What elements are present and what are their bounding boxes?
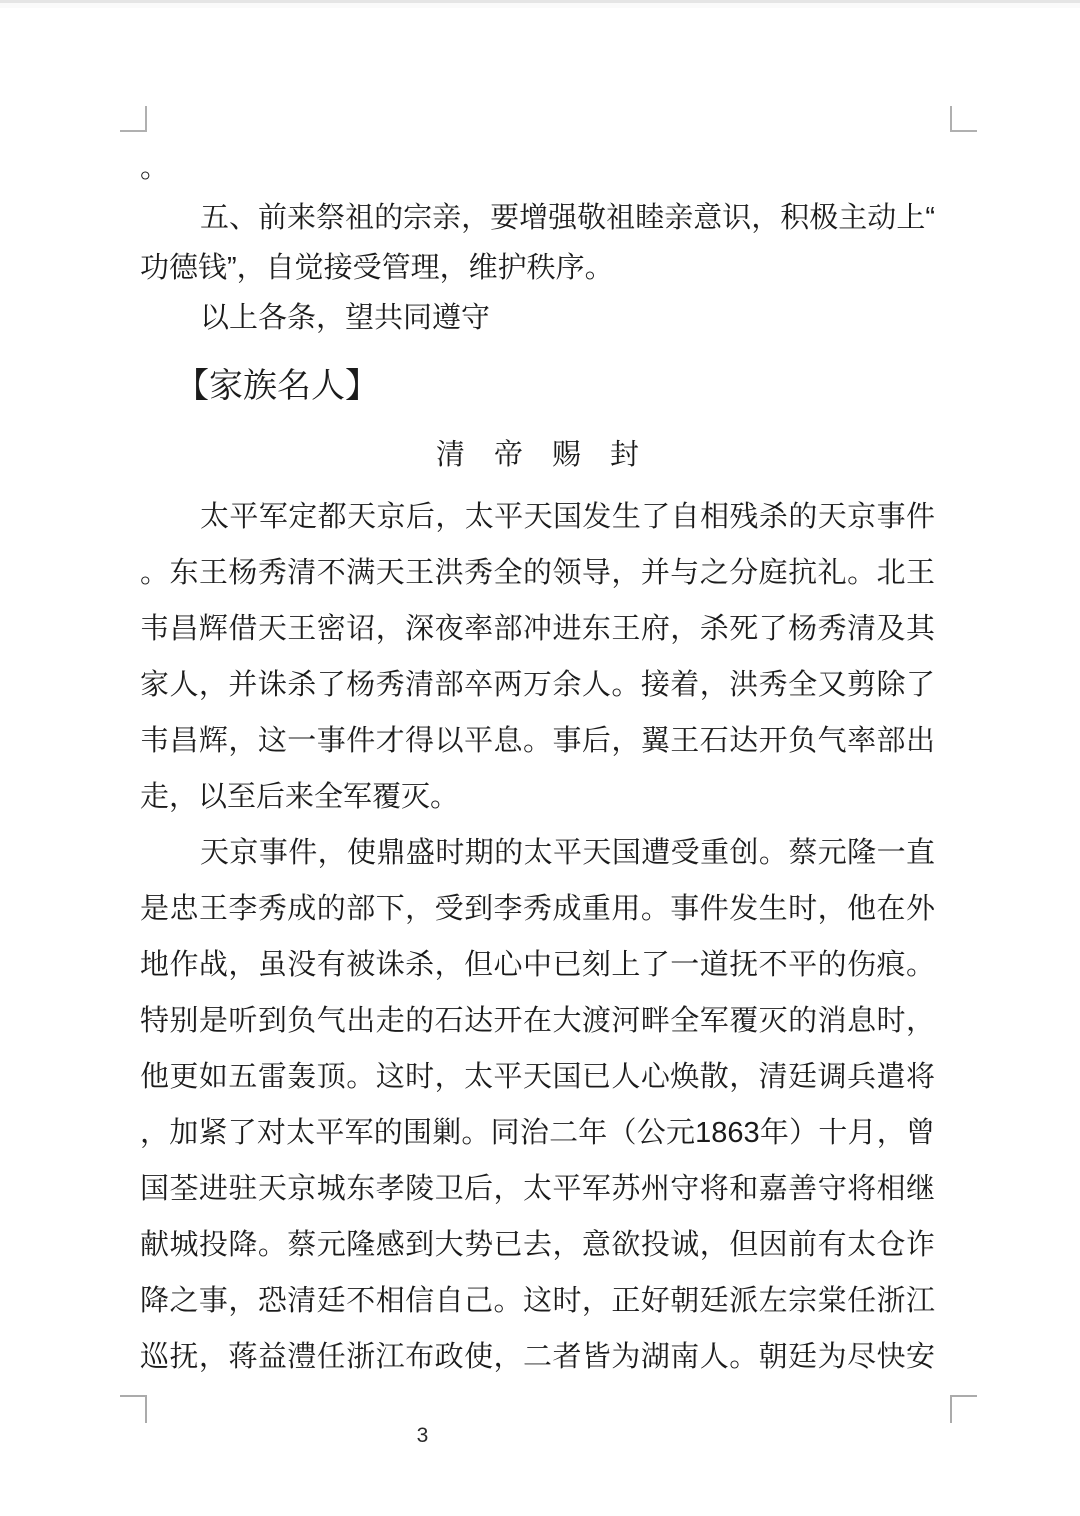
- section-title: 【家族名人】: [175, 367, 379, 405]
- text-line: 家人，并诛杀了杨秀清部卒两万余人。接着，洪秀全又剪除了: [140, 669, 935, 701]
- page-number: 3: [416, 1424, 429, 1447]
- text-line: 功德钱”，自觉接受管理，维护秩序。: [140, 252, 614, 284]
- crop-mark-top-left: [120, 106, 147, 132]
- text-line: 韦昌辉，这一事件才得以平息。事后，翼王石达开负气率部出: [140, 725, 935, 757]
- text-line: 他更如五雷轰顶。这时，太平天国已人心焕散，清廷调兵遣将: [140, 1061, 935, 1093]
- crop-mark-bottom-right: [950, 1395, 977, 1423]
- text-line: 韦昌辉借天王密诏，深夜率部冲进东王府，杀死了杨秀清及其: [140, 613, 935, 645]
- text-line: ，加紧了对太平军的围剿。同治二年（公元1863年）十月，曾: [140, 1117, 935, 1149]
- chapter-heading: 清 帝 赐 封: [435, 439, 639, 471]
- text-line: 国荃进驻天京城东孝陵卫后，太平军苏州守将和嘉善守将相继: [140, 1173, 935, 1205]
- text-line: 是忠王李秀成的部下，受到李秀成重用。事件发生时，他在外: [140, 893, 935, 925]
- intro-paragraphs: [140, 143, 935, 343]
- text-line: 以上各条，望共同遵守: [200, 302, 491, 334]
- photo-edge-shadow-soft: [0, 3, 1080, 8]
- text-line: 五、前来祭祖的宗亲，要增强敬祖睦亲意识，积极主动上“: [200, 202, 935, 234]
- text-line: 巡抚，蒋益澧任浙江布政使，二者皆为湖南人。朝廷为尽快安: [140, 1341, 935, 1373]
- text-line: 天京事件，使鼎盛时期的太平天国遭受重创。蔡元隆一直: [200, 837, 935, 869]
- text-line: 走，以至后来全军覆灭。: [140, 781, 460, 813]
- text-line: 特别是听到负气出走的石达开在大渡河畔全军覆灭的消息时，: [140, 1005, 935, 1037]
- text-line: 降之事，恐清廷不相信自己。这时，正好朝廷派左宗棠任浙江: [140, 1285, 935, 1317]
- text-line: 地作战，虽没有被诛杀，但心中已刻上了一道抚不平的伤痕。: [140, 949, 935, 981]
- body-paragraphs: [140, 489, 935, 1385]
- text-line: 。: [140, 152, 170, 184]
- text-line: 。东王杨秀清不满天王洪秀全的领导，并与之分庭抗礼。北王: [140, 557, 935, 589]
- crop-mark-bottom-left: [120, 1395, 147, 1423]
- text-line: 献城投降。蔡元隆感到大势已去，意欲投诚，但因前有太仓诈: [140, 1229, 935, 1261]
- crop-mark-top-right: [950, 106, 977, 132]
- text-line: 太平军定都天京后，太平天国发生了自相残杀的天京事件: [200, 501, 935, 533]
